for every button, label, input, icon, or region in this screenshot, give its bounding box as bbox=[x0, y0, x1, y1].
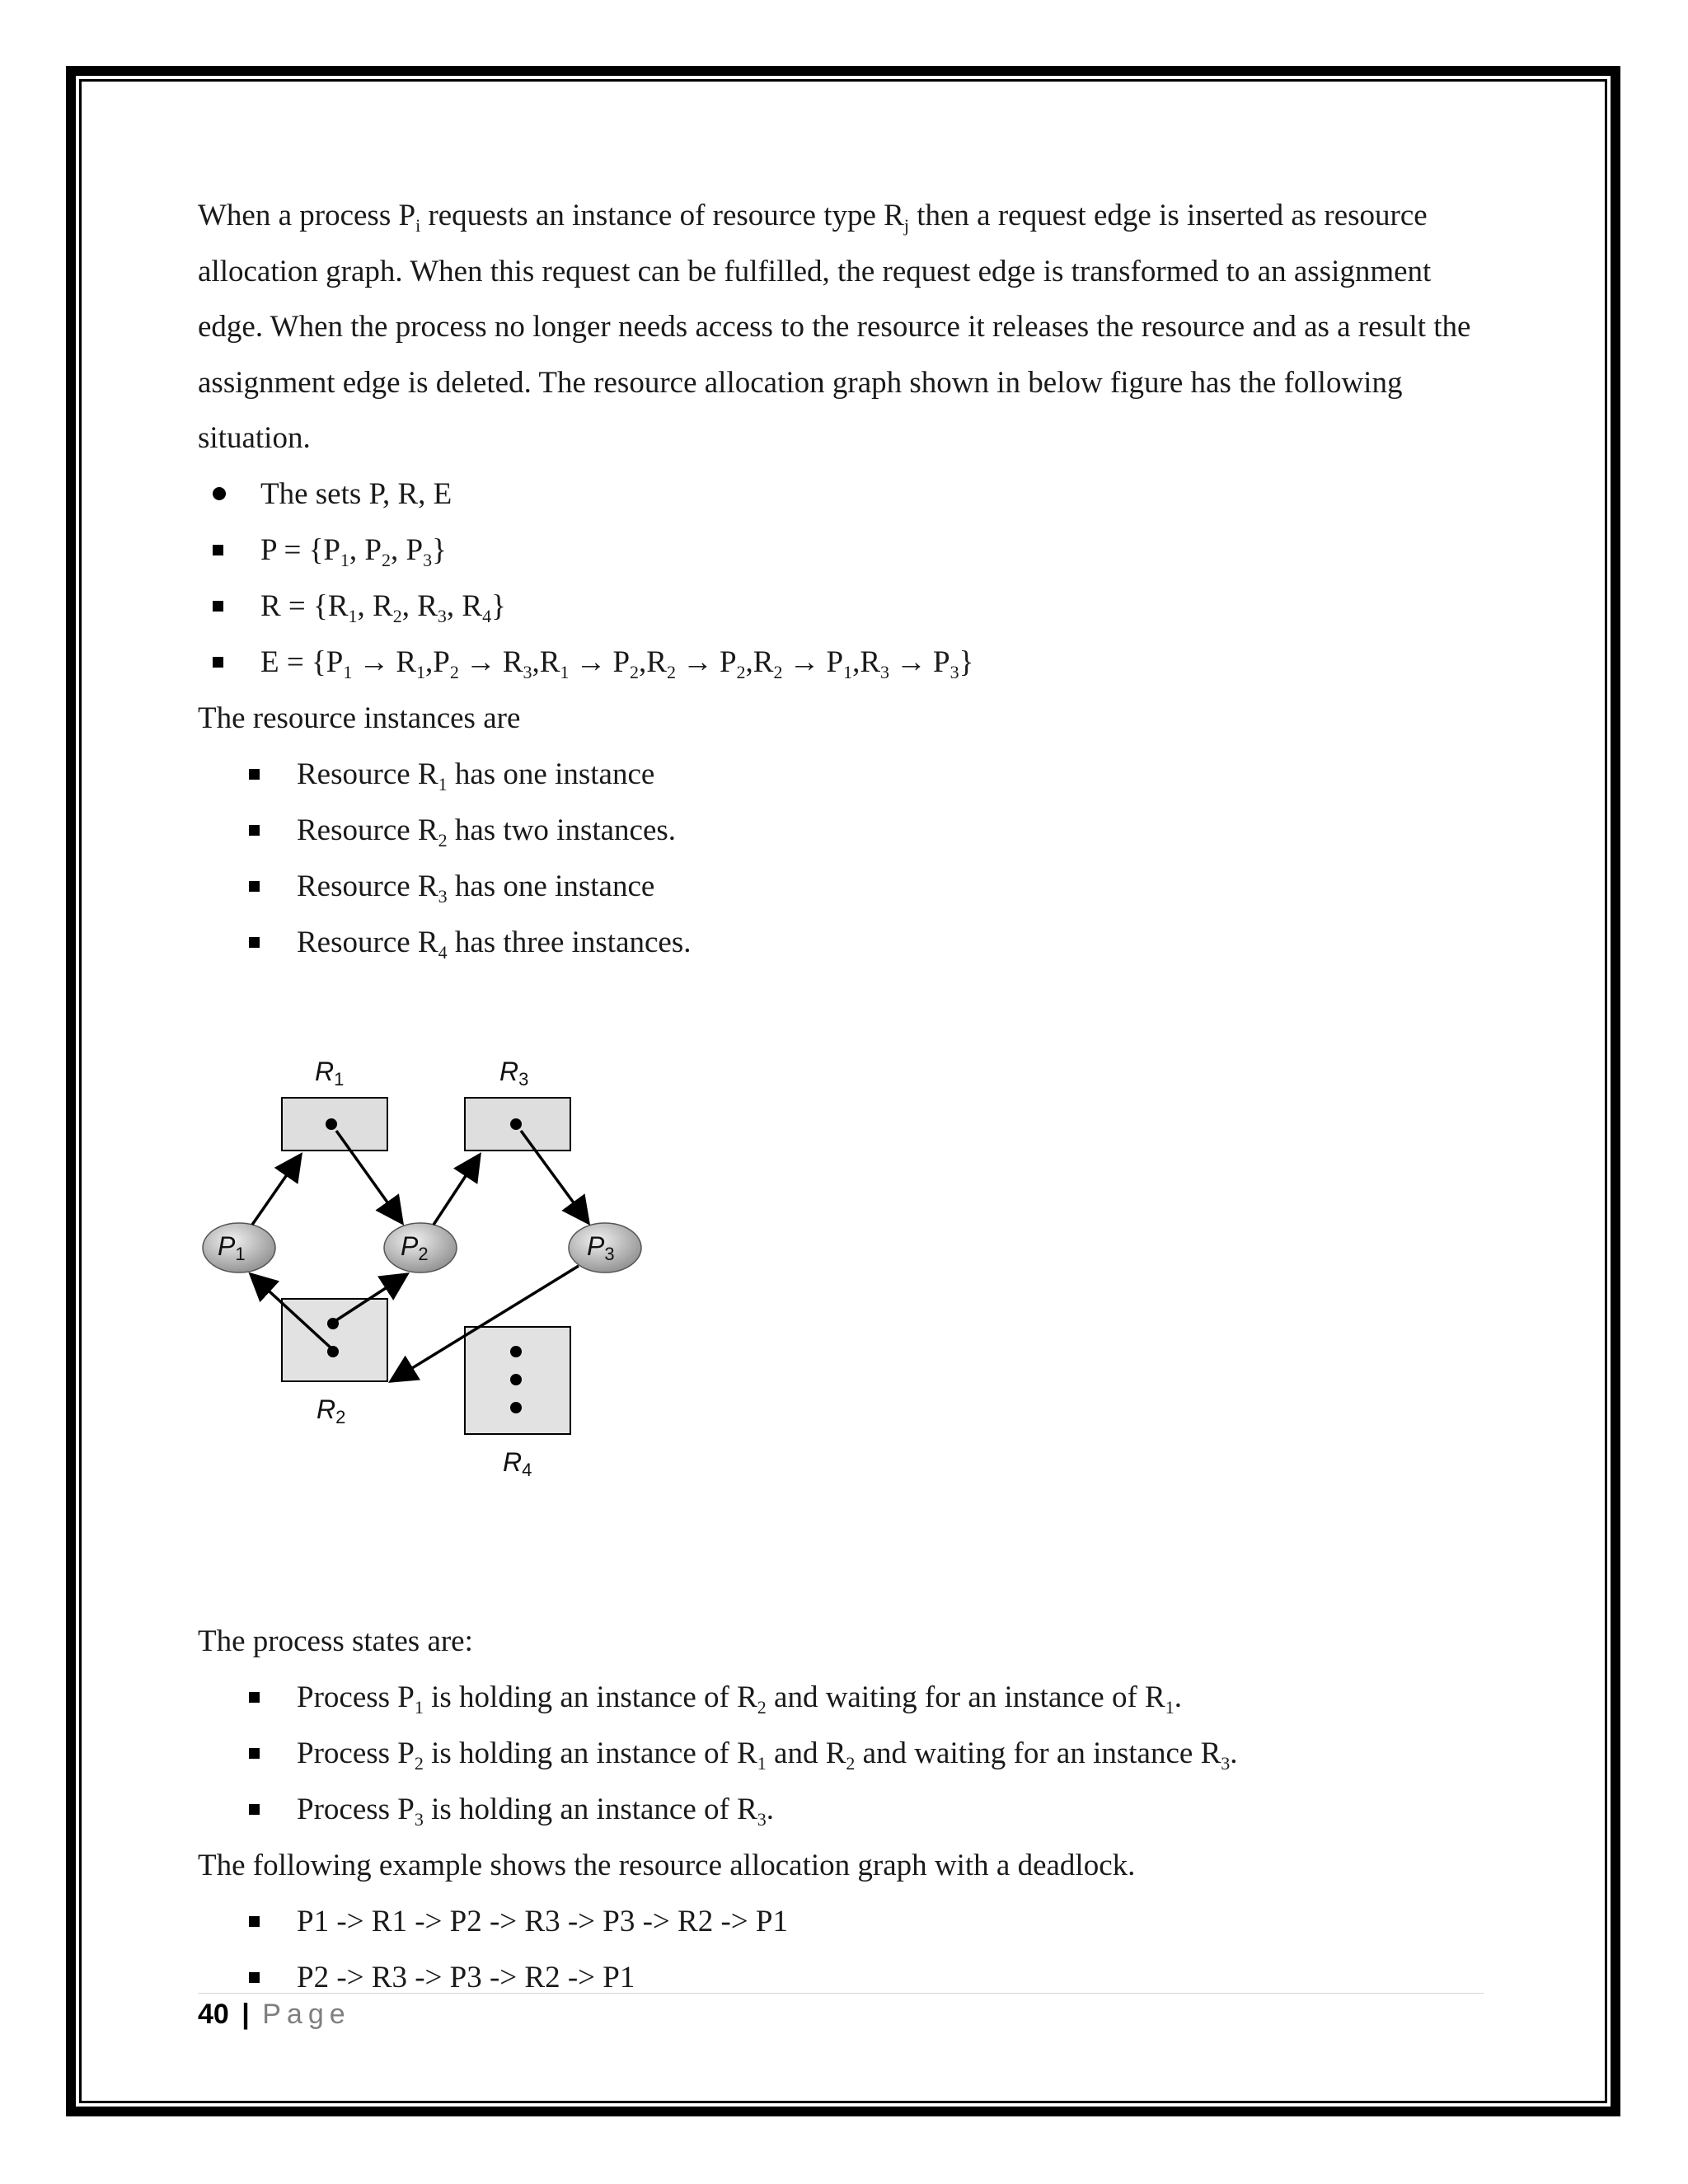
set-r: $R = \{R_1$, $R_2$, $R_3$, $R_4$} bbox=[198, 579, 1492, 635]
square-bullet-icon bbox=[213, 635, 223, 691]
page-word: Page bbox=[262, 1999, 351, 2030]
label-r2: $R_2$ bbox=[316, 1394, 346, 1427]
r4-instance-dot bbox=[510, 1346, 522, 1357]
label-r4: $R_4$ bbox=[503, 1446, 532, 1480]
label-r3: $R_3$ bbox=[499, 1056, 529, 1090]
resource-r2-box bbox=[282, 1299, 387, 1381]
deadlock-cycle: P1 -> R1 -> P2 -> R3 -> P3 -> R2 -> P1 bbox=[198, 1894, 1492, 1950]
page-number: 40 bbox=[198, 1999, 229, 2030]
instance-item: Resource $R_4$ has three instances. bbox=[198, 915, 1492, 971]
edge-list: $P_1 \to R_1,P_2 \to R_3,R_1 \to P_2,R_2 \to P_2,R_2 \to P_1,R_3 \to P_3$ bbox=[326, 644, 959, 682]
edge-p2-r3 bbox=[434, 1155, 480, 1225]
instances-heading: The resource instances are bbox=[198, 701, 521, 735]
instance-item: Resource $R_1$ has one instance bbox=[198, 747, 1492, 803]
edge-p1-r1 bbox=[252, 1155, 301, 1225]
square-bullet-icon bbox=[213, 579, 223, 635]
square-bullet-icon bbox=[213, 523, 223, 579]
square-bullet-icon bbox=[249, 915, 260, 971]
graph-diagram bbox=[198, 971, 692, 1614]
square-bullet-icon bbox=[249, 803, 260, 859]
page-content bbox=[198, 188, 1492, 2006]
square-bullet-icon bbox=[249, 1670, 260, 1726]
square-bullet-icon bbox=[249, 747, 260, 803]
square-bullet-icon bbox=[249, 1782, 260, 1838]
r4-instance-dot bbox=[510, 1374, 522, 1385]
state-item: Process $P_2$ is holding an instance of $R_1$ and $R_2$ and waiting for an instance $R_3$. bbox=[198, 1726, 1492, 1782]
label-p3: $P_3$ bbox=[587, 1230, 615, 1264]
page-footer bbox=[198, 1999, 351, 2031]
footer-rule bbox=[198, 1993, 1484, 1994]
deadlock-heading: The following example shows the resource allocation graph with a deadlock. bbox=[198, 1848, 1136, 1882]
r3-instance-dot bbox=[510, 1118, 522, 1130]
state-item: Process $P_3$ is holding an instance of $R_3$. bbox=[198, 1782, 1492, 1838]
square-bullet-icon bbox=[249, 859, 260, 915]
state-item: Process $P_1$ is holding an instance of $R_2$ and waiting for an instance of $R_1$. bbox=[198, 1670, 1492, 1726]
set-p: $P = \{P_1$, $P_2$, $P_3$} bbox=[198, 523, 1492, 579]
square-bullet-icon bbox=[249, 1726, 260, 1782]
page-separator: | bbox=[241, 1999, 250, 2030]
intro-paragraph: When a process $P_i$ requests an instance of resource type $R_j$ then a request edge is inserted as resource allocation graph. When this request can be fulfilled, the request edge is transformed to an assignment edge. When the process no longer needs access to the resource it releases the resource and as a result the assignment edge is deleted. The resource allocation graph shown in below figure has the following situation. bbox=[198, 199, 1471, 455]
instance-item: Resource $R_2$ has two instances. bbox=[198, 803, 1492, 859]
deadlock-cycle: P2 -> R3 -> P3 -> R2 -> P1 bbox=[198, 1950, 1492, 2006]
r4-instance-dot bbox=[510, 1402, 522, 1413]
sets-heading: The sets P, R, E bbox=[198, 466, 1492, 523]
square-bullet-icon bbox=[249, 1950, 260, 2006]
set-e: $E = \{P_1 \to R_1,P_2 \to R_3,R_1 \to P_2,R_2 \to P_2,R_2 \to P_1,R_3 \to P_3\}$ bbox=[198, 635, 1492, 691]
square-bullet-icon bbox=[249, 1894, 260, 1950]
label-r1: $R_1$ bbox=[315, 1056, 345, 1090]
instance-item: Resource $R_3$ has one instance bbox=[198, 859, 1492, 915]
label-p2: $P_2$ bbox=[401, 1230, 429, 1264]
states-heading: The process states are: bbox=[198, 1624, 473, 1658]
r1-instance-dot bbox=[326, 1118, 337, 1130]
round-bullet-icon bbox=[213, 466, 226, 523]
label-p1: $P_1$ bbox=[218, 1230, 246, 1264]
resource-allocation-graph bbox=[198, 971, 1492, 1614]
